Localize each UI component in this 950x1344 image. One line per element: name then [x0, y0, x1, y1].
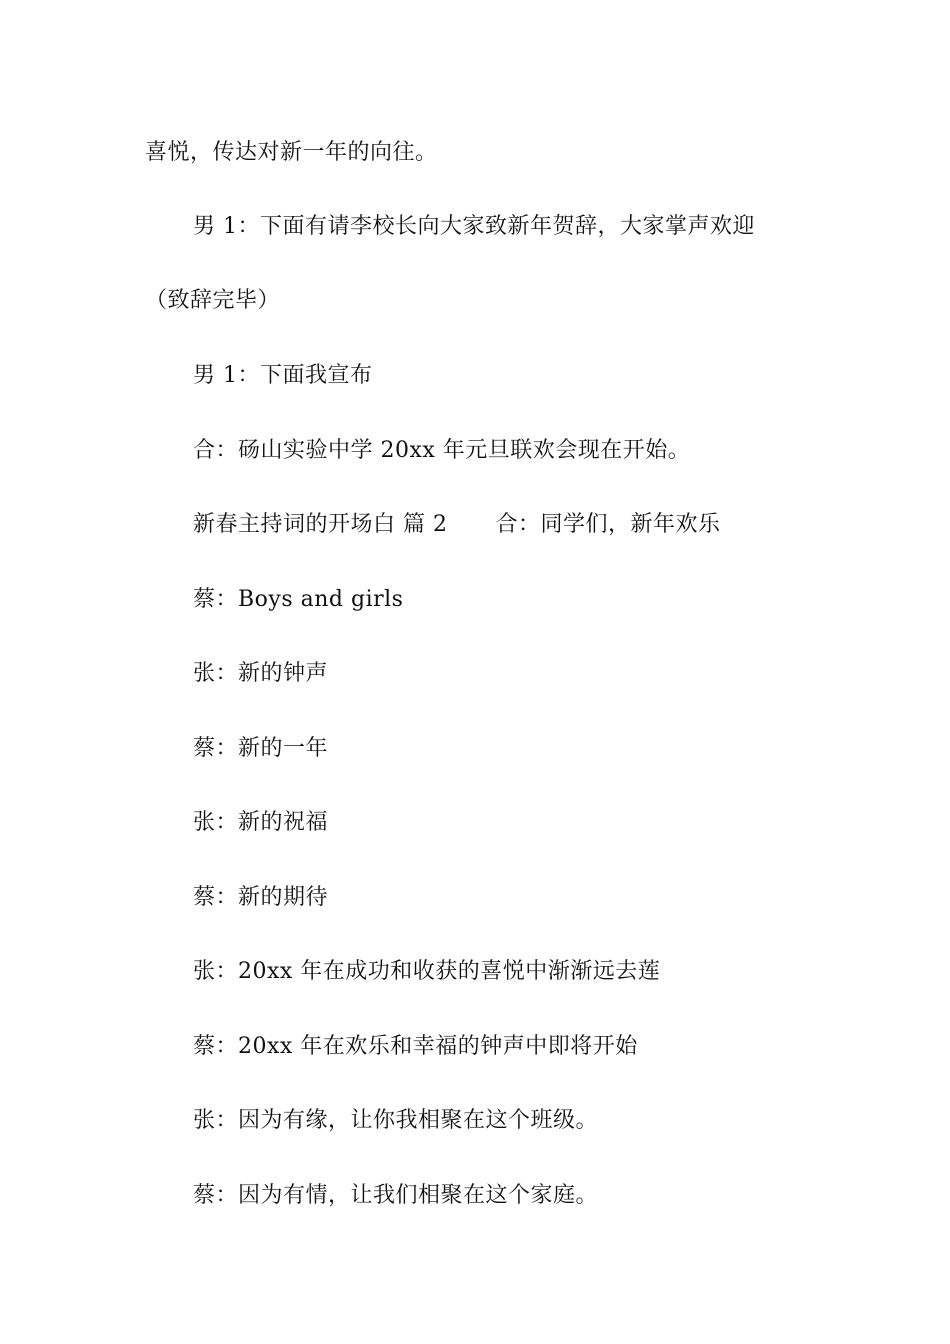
script-line-zhang: 张：20xx 年在成功和收获的喜悦中渐渐远去莲: [193, 959, 661, 984]
stage-direction: （致辞完毕）: [145, 288, 281, 313]
script-line-cai: 蔡：20xx 年在欢乐和幸福的钟声中即将开始: [193, 1034, 638, 1059]
paragraph-continuation: 喜悦，传达对新一年的向往。: [145, 140, 438, 165]
section-heading: 新春主持词的开场白 篇 2: [193, 512, 448, 537]
script-line-together-greeting: 合：同学们，新年欢乐: [495, 512, 721, 537]
script-line-zhang: 张：新的祝福: [193, 810, 329, 835]
script-line-cai: 蔡：新的期待: [193, 885, 329, 910]
section-heading-line: [193, 510, 721, 540]
script-line-zhang: 张：因为有缘，让你我相聚在这个班级。: [193, 1108, 599, 1133]
script-line-cai: 蔡：Boys and girls: [193, 587, 404, 612]
script-line-cai: 蔡：新的一年: [193, 736, 329, 761]
script-line-male1-invite: 男 1：下面有请李校长向大家致新年贺辞，大家掌声欢迎: [193, 214, 755, 239]
script-line-male1-announce: 男 1：下面我宣布: [193, 363, 373, 388]
script-line-together-open: 合：砀山实验中学 20xx 年元旦联欢会现在开始。: [193, 438, 691, 463]
script-line-zhang: 张：新的钟声: [193, 661, 329, 686]
script-line-cai: 蔡：因为有情，让我们相聚在这个家庭。: [193, 1183, 599, 1208]
